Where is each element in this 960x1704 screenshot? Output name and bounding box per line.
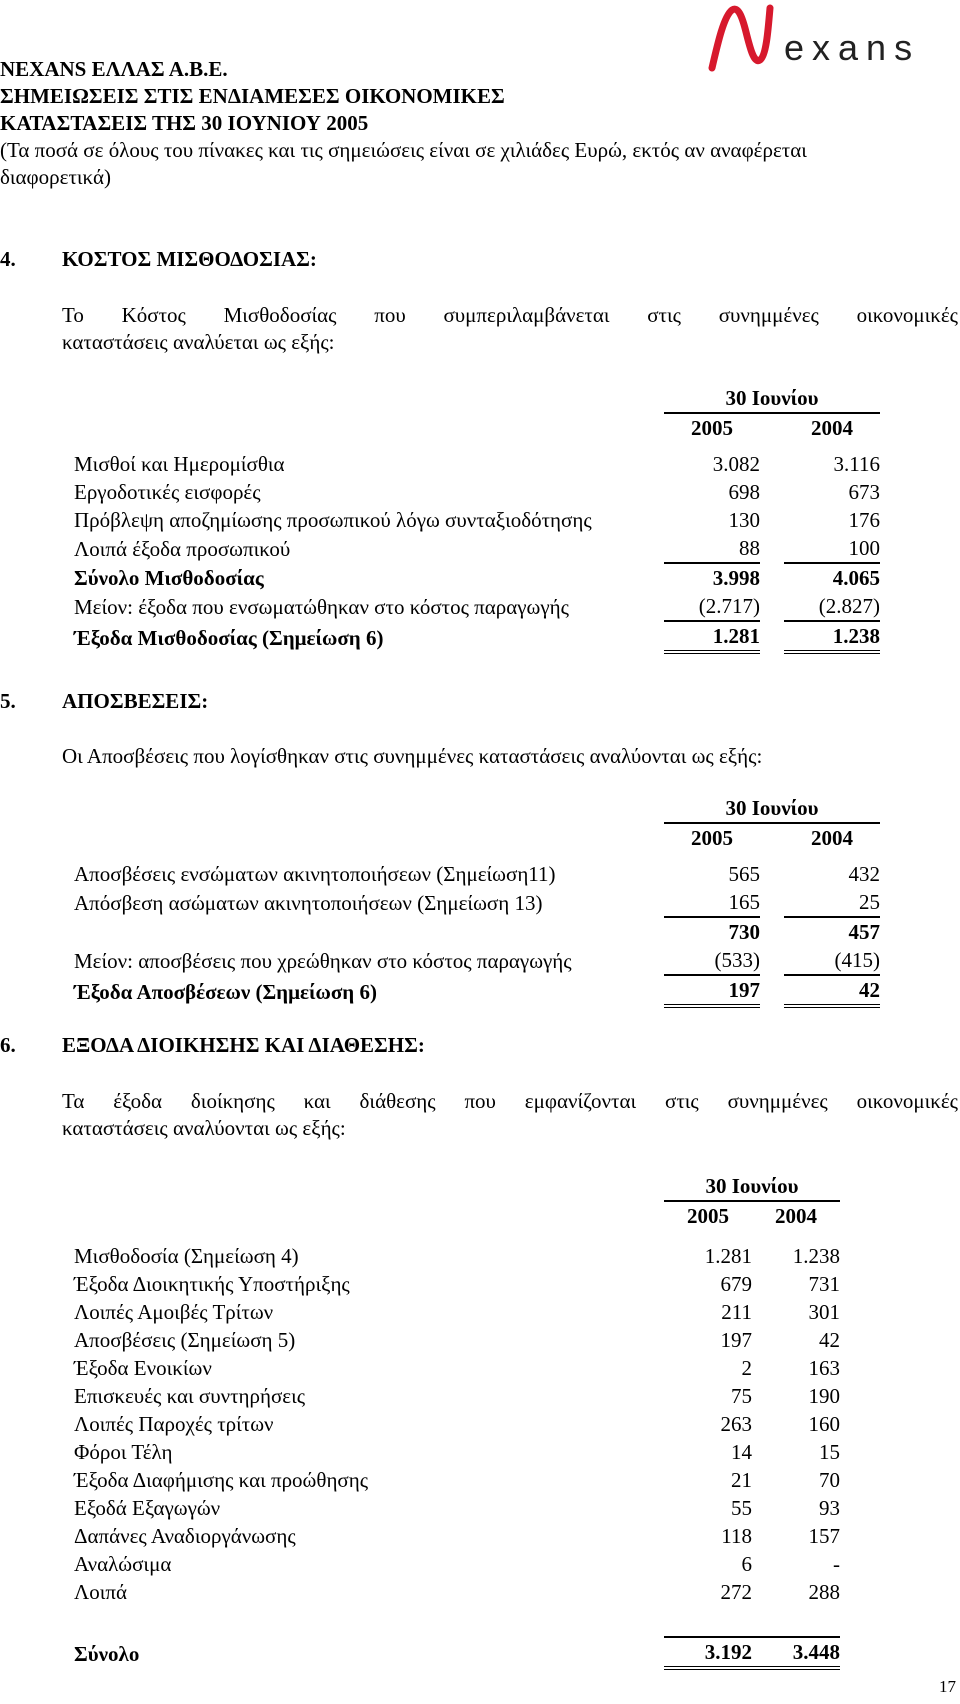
row-label: Αποσβέσεις (Σημείωση 5) — [74, 1328, 296, 1353]
value-2004: 190 — [808, 1384, 840, 1409]
value-2005: 3.082 — [712, 452, 760, 477]
section-4-intro-line2: καταστάσεις αναλύεται ως εξής: — [62, 329, 335, 354]
row-label: Έξοδα Ενοικίων — [74, 1356, 212, 1381]
value-2005: 165 — [664, 888, 760, 917]
section-6-heading — [0, 1032, 425, 1059]
value-2004: 163 — [808, 1356, 840, 1381]
row-label: Αποσβέσεις ενσώματων ακινητοποιήσεων (Σημείωση11) — [74, 862, 556, 887]
value-2005: 565 — [728, 862, 760, 887]
section-5-number: 5. — [0, 689, 16, 713]
value-2004: 1.238 — [784, 621, 880, 652]
table-row — [74, 1242, 840, 1270]
payroll-year-2004: 2004 — [811, 416, 853, 441]
nexans-logo-text: exans — [784, 27, 921, 68]
value-2004: 1.238 — [792, 1244, 840, 1269]
section-6-number: 6. — [0, 1033, 16, 1057]
value-2004: 288 — [808, 1580, 840, 1605]
table-row — [74, 563, 880, 592]
table-row — [74, 1522, 840, 1550]
row-label: Εργοδοτικές εισφορές — [74, 480, 261, 505]
table-row — [74, 1494, 840, 1522]
value-2005: 272 — [720, 1580, 752, 1605]
value-2004: 673 — [848, 480, 880, 505]
value-2005: 14 — [731, 1440, 752, 1465]
table-row — [74, 506, 880, 534]
value-2004: 42 — [819, 1328, 840, 1353]
row-label: Σύνολο Μισθοδοσίας — [74, 566, 264, 591]
row-label: Εξοδά Εξαγωγών — [74, 1496, 221, 1521]
amounts-note: (Τα ποσά σε όλους του πίνακες και τις σημειώσεις είναι σε χιλιάδες Ευρώ, εκτός αν αναφέρεται διαφορετικά) — [0, 137, 807, 189]
document-header — [0, 56, 900, 190]
value-2005: 1.281 — [704, 1244, 752, 1269]
table-row — [74, 1326, 840, 1354]
value-2005: 88 — [664, 534, 760, 563]
expenses-year-2005: 2005 — [687, 1204, 729, 1229]
table-row — [74, 1354, 840, 1382]
table-row — [74, 534, 880, 563]
row-label: Δαπάνες Αναδιοργάνωσης — [74, 1524, 296, 1549]
payroll-year-2005: 2005 — [691, 416, 733, 441]
row-label: Λοιπά — [74, 1580, 127, 1605]
section-4-heading — [0, 246, 317, 273]
value-2005: 130 — [728, 508, 760, 533]
depreciation-period-header: 30 Ιουνίου — [664, 794, 880, 823]
table-row — [74, 888, 880, 917]
section-5-intro: Οι Αποσβέσεις που λογίσθηκαν στις συνημμένες καταστάσεις αναλύονται ως εξής: — [62, 744, 763, 768]
value-2005: 1.281 — [664, 621, 760, 652]
total-label: Σύνολο — [74, 1642, 140, 1667]
table-row — [74, 450, 880, 478]
value-2005: 118 — [721, 1524, 752, 1549]
page-number: 17 — [939, 1677, 956, 1697]
row-label: Μισθοδοσία (Σημείωση 4) — [74, 1244, 299, 1269]
section-6-intro-line2: καταστάσεις αναλύονται ως εξής: — [62, 1115, 346, 1140]
table-row — [74, 1410, 840, 1438]
row-label: Απόσβεση ασώματων ακινητοποιήσεων (Σημείωση 13) — [74, 891, 543, 916]
section-5-title: ΑΠΟΣΒΕΣΕΙΣ: — [62, 689, 209, 713]
value-2004: 42 — [784, 975, 880, 1006]
row-label: Μείον: έξοδα που ενσωματώθηκαν στο κόστος παραγωγής — [74, 595, 569, 620]
value-2004: (415) — [784, 946, 880, 975]
value-2004: 93 — [819, 1496, 840, 1521]
section-6-title: ΕΞΟΔΑ ΔΙΟΙΚΗΣΗΣ ΚΑΙ ΔΙΑΘΕΣΗΣ: — [62, 1033, 425, 1057]
total-2004: 3.448 — [752, 1637, 840, 1668]
value-2004: 157 — [808, 1524, 840, 1549]
value-2004: 457 — [848, 920, 880, 945]
value-2005: 197 — [720, 1328, 752, 1353]
row-label: Έξοδα Διαφήμισης και προώθησης — [74, 1468, 369, 1493]
section-4-intro-line1: Το Κόστος Μισθοδοσίας που συμπεριλαμβάνεται στις συνημμένες οικονομικές — [62, 303, 958, 327]
row-label: Μισθοί και Ημερομίσθια — [74, 452, 285, 477]
value-2004: (2.827) — [784, 592, 880, 621]
table-row — [74, 1270, 840, 1298]
row-label: Λοιπές Παροχές τρίτων — [74, 1412, 274, 1437]
table-row — [74, 1382, 840, 1410]
table-row — [74, 1298, 840, 1326]
table-row — [74, 1578, 840, 1606]
section-5-heading — [0, 688, 208, 715]
section-6-intro-line1: Τα έξοδα διοίκησης και διάθεσης που εμφανίζονται στις συνημμένες οικονομικές — [62, 1089, 958, 1113]
value-2005: 75 — [731, 1384, 752, 1409]
company-name: NEXANS ΕΛΛΑΣ Α.Β.Ε. — [0, 57, 228, 81]
value-2004: 731 — [808, 1272, 840, 1297]
value-2004: - — [833, 1552, 840, 1577]
payroll-period-header: 30 Ιουνίου — [664, 384, 880, 413]
row-label: Έξοδα Αποσβέσεων (Σημείωση 6) — [74, 980, 377, 1005]
value-2005: (2.717) — [664, 592, 760, 621]
row-label: Έξοδα Μισθοδοσίας (Σημείωση 6) — [74, 626, 384, 651]
table-total-row — [74, 1637, 840, 1668]
depreciation-year-2005: 2005 — [691, 826, 733, 851]
section-4-title: ΚΟΣΤΟΣ ΜΙΣΘΟΔΟΣΙΑΣ: — [62, 247, 317, 271]
table-row — [74, 1438, 840, 1466]
row-label: Λοιπά έξοδα προσωπικού — [74, 537, 291, 562]
row-label: Φόροι Τέλη — [74, 1440, 173, 1465]
table-row — [74, 917, 880, 946]
value-2005: 698 — [728, 480, 760, 505]
value-2004: 100 — [784, 534, 880, 563]
value-2005: 3.998 — [712, 566, 760, 591]
table-row — [74, 478, 880, 506]
value-2004: 3.116 — [833, 452, 880, 477]
table-row — [74, 946, 880, 975]
total-2005: 3.192 — [664, 1637, 752, 1668]
value-2005: 211 — [721, 1300, 752, 1325]
value-2005: (533) — [664, 946, 760, 975]
value-2005: 679 — [720, 1272, 752, 1297]
value-2004: 15 — [819, 1440, 840, 1465]
row-label: Μείον: αποσβέσεις που χρεώθηκαν στο κόστος παραγωγής — [74, 949, 572, 974]
value-2005: 21 — [731, 1468, 752, 1493]
expenses-year-2004: 2004 — [775, 1204, 817, 1229]
value-2005: 2 — [741, 1356, 752, 1381]
depreciation-table — [74, 794, 880, 1008]
document-title-line1: ΣΗΜΕΙΩΣΕΙΣ ΣΤΙΣ ΕΝΔΙΑΜΕΣΕΣ ΟΙΚΟΝΟΜΙΚΕΣ — [0, 83, 505, 108]
section-4-number: 4. — [0, 247, 16, 271]
row-label — [74, 917, 664, 946]
value-2004: 176 — [848, 508, 880, 533]
row-label: Επισκευές και συντηρήσεις — [74, 1384, 306, 1409]
table-row — [74, 1550, 840, 1578]
row-label: Πρόβλεψη αποζημίωσης προσωπικού λόγω συνταξιοδότησης — [74, 508, 592, 533]
payroll-cost-table — [74, 384, 880, 654]
admin-selling-expenses-table — [74, 1172, 840, 1670]
value-2004: 70 — [819, 1468, 840, 1493]
row-label: Αναλώσιμα — [74, 1552, 172, 1577]
depreciation-year-2004: 2004 — [811, 826, 853, 851]
value-2005: 263 — [720, 1412, 752, 1437]
table-row — [74, 592, 880, 621]
value-2004: 432 — [848, 862, 880, 887]
document-title-line2: ΚΑΤΑΣΤΑΣΕΙΣ ΤΗΣ 30 ΙΟΥΝΙΟΥ 2005 — [0, 110, 369, 135]
value-2005: 55 — [731, 1496, 752, 1521]
value-2005: 197 — [664, 975, 760, 1006]
expenses-period-header: 30 Ιουνίου — [664, 1172, 840, 1201]
table-row — [74, 1466, 840, 1494]
value-2004: 4.065 — [832, 566, 880, 591]
value-2004: 301 — [808, 1300, 840, 1325]
value-2004: 160 — [808, 1412, 840, 1437]
row-label: Έξοδα Διοικητικής Υποστήριξης — [74, 1272, 350, 1297]
value-2004: 25 — [784, 888, 880, 917]
value-2005: 6 — [741, 1552, 752, 1577]
section-6-intro — [62, 1088, 958, 1142]
table-row — [74, 621, 880, 652]
table-row — [74, 975, 880, 1006]
value-2005: 730 — [728, 920, 760, 945]
table-row — [74, 860, 880, 888]
section-4-intro — [62, 302, 958, 356]
row-label: Λοιπές Αμοιβές Τρίτων — [74, 1300, 274, 1325]
